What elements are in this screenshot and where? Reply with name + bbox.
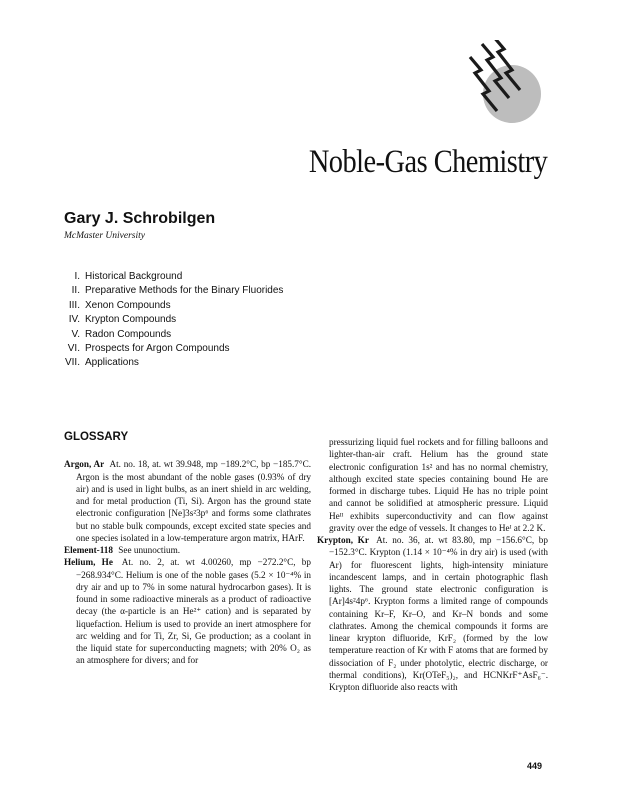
toc-item-label: Preparative Methods for the Binary Fluorides [85, 285, 284, 297]
toc-item [64, 299, 283, 313]
toc-item-label: Krypton Compounds [85, 314, 177, 326]
toc-item-number: VI. [67, 343, 80, 355]
page-number: 449 [526, 761, 542, 771]
author-name: Gary J. Schrobilgen [64, 210, 216, 227]
glossary-term: Krypton, Kr [317, 535, 369, 545]
toc-item [64, 328, 283, 342]
toc-item-number: III. [68, 299, 80, 311]
glossary-entry-argon [64, 458, 311, 544]
toc-item-number: VII. [64, 357, 80, 369]
toc-item-number: I. [74, 271, 80, 282]
toc-item [64, 342, 283, 356]
glossary-term: Element-118 [64, 545, 113, 555]
glossary-entry-element-118 [64, 544, 311, 556]
glossary-left-column [64, 431, 311, 667]
glossary-definition: See ununoctium. [118, 545, 181, 555]
toc-item [64, 270, 283, 284]
author-affiliation: McMaster University [64, 231, 145, 241]
glossary-entry-krypton [317, 534, 548, 693]
toc-item-label: Radon Compounds [85, 328, 172, 340]
toc-item-label: Applications [85, 357, 139, 369]
table-of-contents [64, 270, 283, 371]
toc-item-number: IV. [68, 314, 80, 326]
glossary-term: Helium, He [64, 557, 113, 568]
glossary-right-column [317, 436, 548, 693]
toc-item-label: Prospects for Argon Compounds [85, 343, 230, 355]
toc-item [64, 313, 283, 327]
glossary-definition: At. no. 18, at. wt 39.948, mp −189.2°C, bp −185.7°C. Argon is the most abundant of the noble gases (0.93% of dry air) and is used in light bulbs, as an inert shield in arc welding, and for metal production (Ti, Si). Argon has the ground state electronic configuration [Ne]3s²3p⁶ and forms some clathrates but no stable bulk compounds, except excited state species and one species isolated in a low-temperature argon matrix, HArF. [76, 459, 312, 543]
glossary-definition: At. no. 36, at. wt 83.80, mp −156.6°C, bp −152.3°C. Krypton (1.14 × 10⁻⁴% in dry air) is used (with Ar) for fluorescent lights, high-intensity miniature incandescent lamps, and in certain photographic flash lights. The ground state electronic configuration is [Ar]4s²4p⁶. Krypton forms a limited range of compounds containing Kr–F, Kr–O, and Kr–N bonds and some clathrates. Among the chemical compounds it forms are linear krypton difluoride, KrF₂ (formed by the low temperature reaction of Kr with F atoms that are formed by dissociation of F₂ under photolytic, electric discharge, or thermal conditions), Kr(OTeF₅)₂, and HCNKrF⁺AsF₆⁻. Krypton difluoride also reacts with [329, 535, 548, 692]
toc-item-label: Xenon Compounds [85, 299, 171, 311]
glossary-definition-continued: pressurizing liquid fuel rockets and for filling balloons and lighter-than-air craft. Helium has the ground state electronic configuration 1s² and has no normal chemistry, although excited state species containing bound He are formed in discharge tubes. Liquid He has no triple point and cannot be solidified at atmospheric pressure. Liquid Heᴵᴵ exhibits superconductivity and can flow against gravity over the edge of vessels. It changes to Heᴵ at 2.2 K. [329, 437, 548, 533]
chapter-title: Noble-Gas Chemistry [308, 144, 547, 180]
toc-item-number: V. [71, 328, 80, 340]
chapter-emblem-icon [462, 40, 546, 124]
toc-item-number: II. [71, 285, 80, 297]
toc-item-label: Historical Background [85, 271, 183, 282]
glossary-entry-helium [64, 556, 311, 666]
glossary-heading: GLOSSARY [64, 431, 129, 443]
glossary-term: Argon, Ar [64, 459, 105, 470]
toc-item [64, 284, 283, 298]
glossary-definition: At. no. 2, at. wt 4.00260, mp −272.2°C, bp −268.934°C. Helium is one of the noble gases (5.2 × 10⁻⁴% in dry air and up to 7% in some natural hydrocarbon gases). It is found in some radioactive minerals as a product of radioactive decay (the α-particle is an He²⁺ cation) and is separated by liquefaction. Helium is used to provide an inert atmosphere for arc welding and for Ti, Zr, Si, Ge production; as a coolant in the liquid state for superconducting magnets; with 20% O₂ as an atmosphere for divers; and for [76, 557, 311, 666]
toc-item [64, 356, 283, 370]
